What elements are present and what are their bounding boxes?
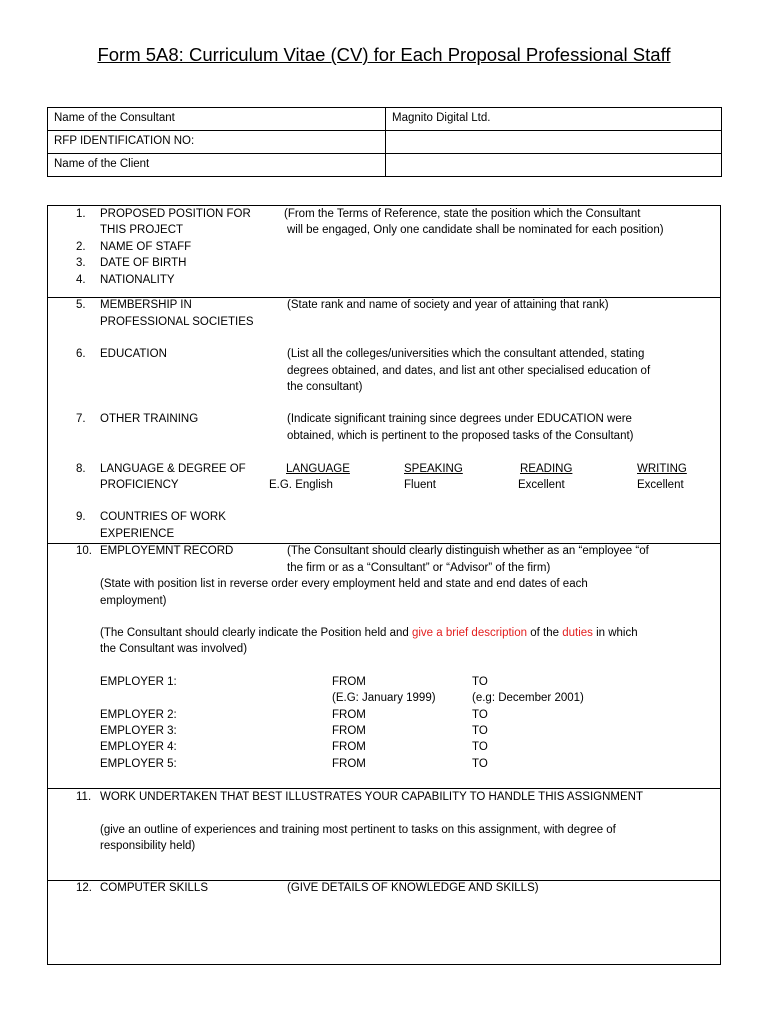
item-number: 4. [76, 274, 86, 286]
item-number: 8. [76, 463, 86, 475]
speaking-example: Fluent [404, 479, 436, 491]
writing-column-header: WRITING [637, 463, 687, 475]
employer-2-to: TO [472, 709, 488, 721]
employer-1-to: TO [472, 676, 488, 688]
employer-1-label: EMPLOYER 1: [100, 676, 177, 688]
employer-4-from: FROM [332, 741, 366, 753]
proposed-position-note-cont: will be engaged, Only one candidate shall be nominated for each position) [287, 224, 664, 236]
item-number: 5. [76, 299, 86, 311]
writing-example: Excellent [637, 479, 684, 491]
rfp-id-value[interactable] [386, 131, 722, 154]
item-number: 1. [76, 208, 86, 220]
computer-skills-label: COMPUTER SKILLS [100, 882, 208, 894]
other-training-label: OTHER TRAINING [100, 413, 199, 425]
consultant-name-value[interactable]: Magnito Digital Ltd. [386, 108, 722, 131]
employer-4-label: EMPLOYER 4: [100, 741, 177, 753]
table-row [48, 154, 722, 177]
reading-example: Excellent [518, 479, 565, 491]
countries-label-cont: EXPERIENCE [100, 528, 175, 540]
computer-skills-note: (GIVE DETAILS OF KNOWLEDGE AND SKILLS) [287, 882, 539, 894]
membership-label: MEMBERSHIP IN [100, 299, 192, 311]
speaking-column-header: SPEAKING [404, 463, 463, 475]
membership-note: (State rank and name of society and year of attaining that rank) [287, 299, 609, 311]
employment-record-label: EMPLOYEMNT RECORD [100, 545, 234, 557]
highlight-duties: duties [562, 627, 593, 639]
item-number: 6. [76, 348, 86, 360]
item-number: 12. [76, 882, 92, 894]
employer-1-from: FROM [332, 676, 366, 688]
highlight-brief-description: give a brief description [411, 627, 528, 639]
reading-column-header: READING [520, 463, 573, 475]
position-instructions-text: (The Consultant should clearly indicate the Position held and [100, 627, 412, 639]
membership-label-cont: PROFESSIONAL SOCIETIES [100, 316, 254, 328]
nationality-label: NATIONALITY [100, 274, 175, 286]
position-instructions-cont: the Consultant was involved) [100, 643, 248, 655]
education-label: EDUCATION [100, 348, 167, 360]
employer-2-from: FROM [332, 709, 366, 721]
consultant-name-label: Name of the Consultant [48, 108, 386, 131]
item-number: 9. [76, 511, 86, 523]
work-undertaken-note-cont: responsibility held) [100, 840, 196, 852]
position-instructions [100, 625, 638, 641]
language-column-header: LANGUAGE [286, 463, 350, 475]
client-name-value[interactable] [386, 154, 722, 177]
proposed-position-note: (From the Terms of Reference, state the position which the Consultant [284, 208, 641, 220]
employer-3-from: FROM [332, 725, 366, 737]
employer-5-from: FROM [332, 758, 366, 770]
employment-instructions-cont: employment) [100, 595, 167, 607]
education-note: (List all the colleges/universities which the consultant attended, stating [287, 348, 645, 360]
employer-5-label: EMPLOYER 5: [100, 758, 177, 770]
employer-2-label: EMPLOYER 2: [100, 709, 177, 721]
employment-instructions: (State with position list in reverse order every employment held and state and end dates of each [100, 578, 588, 590]
consultant-info-table [47, 107, 722, 177]
proposed-position-label: PROPOSED POSITION FOR [100, 208, 251, 220]
item-number: 3. [76, 257, 86, 269]
employer-3-label: EMPLOYER 3: [100, 725, 177, 737]
countries-label: COUNTRIES OF WORK [100, 511, 226, 523]
position-instructions-text: of the [527, 627, 563, 639]
item-number: 10. [76, 545, 92, 557]
item-number: 11. [76, 791, 92, 803]
date-of-birth-label: DATE OF BIRTH [100, 257, 187, 269]
table-row [48, 131, 722, 154]
position-instructions-text: in which [592, 627, 638, 639]
proposed-position-label-cont: THIS PROJECT [100, 224, 184, 236]
language-example: E.G. English [269, 479, 333, 491]
education-note-cont: degrees obtained, and dates, and list ant other specialised education of [287, 365, 651, 377]
client-name-label: Name of the Client [48, 154, 386, 177]
to-date-example: (e.g: December 2001) [472, 692, 584, 704]
employer-5-to: TO [472, 758, 488, 770]
form-title: Form 5A8: Curriculum Vitae (CV) for Each Proposal Professional Staff [97, 44, 671, 65]
item-number: 7. [76, 413, 86, 425]
employment-record-note-cont: the firm or as a “Consultant” or “Advisor” of the firm) [287, 562, 551, 574]
table-row [48, 108, 722, 131]
work-undertaken-label: WORK UNDERTAKEN THAT BEST ILLUSTRATES YOUR CAPABILITY TO HANDLE THIS ASSIGNMENT [100, 791, 643, 803]
rfp-id-label: RFP IDENTIFICATION NO: [48, 131, 386, 154]
work-undertaken-note: (give an outline of experiences and training most pertinent to tasks on this assignment, with degree of [100, 824, 616, 836]
name-of-staff-label: NAME OF STAFF [100, 241, 192, 253]
item-number: 2. [76, 241, 86, 253]
language-label-cont: PROFICIENCY [100, 479, 179, 491]
employer-4-to: TO [472, 741, 488, 753]
language-label: LANGUAGE & DEGREE OF [100, 463, 246, 475]
other-training-note-cont: obtained, which is pertinent to the proposed tasks of the Consultant) [287, 430, 634, 442]
other-training-note: (Indicate significant training since degrees under EDUCATION were [287, 413, 632, 425]
employer-3-to: TO [472, 725, 488, 737]
employment-record-note: (The Consultant should clearly distinguish whether as an “employee “of [287, 545, 649, 557]
from-date-example: (E.G: January 1999) [332, 692, 436, 704]
education-note-end: the consultant) [287, 381, 363, 393]
